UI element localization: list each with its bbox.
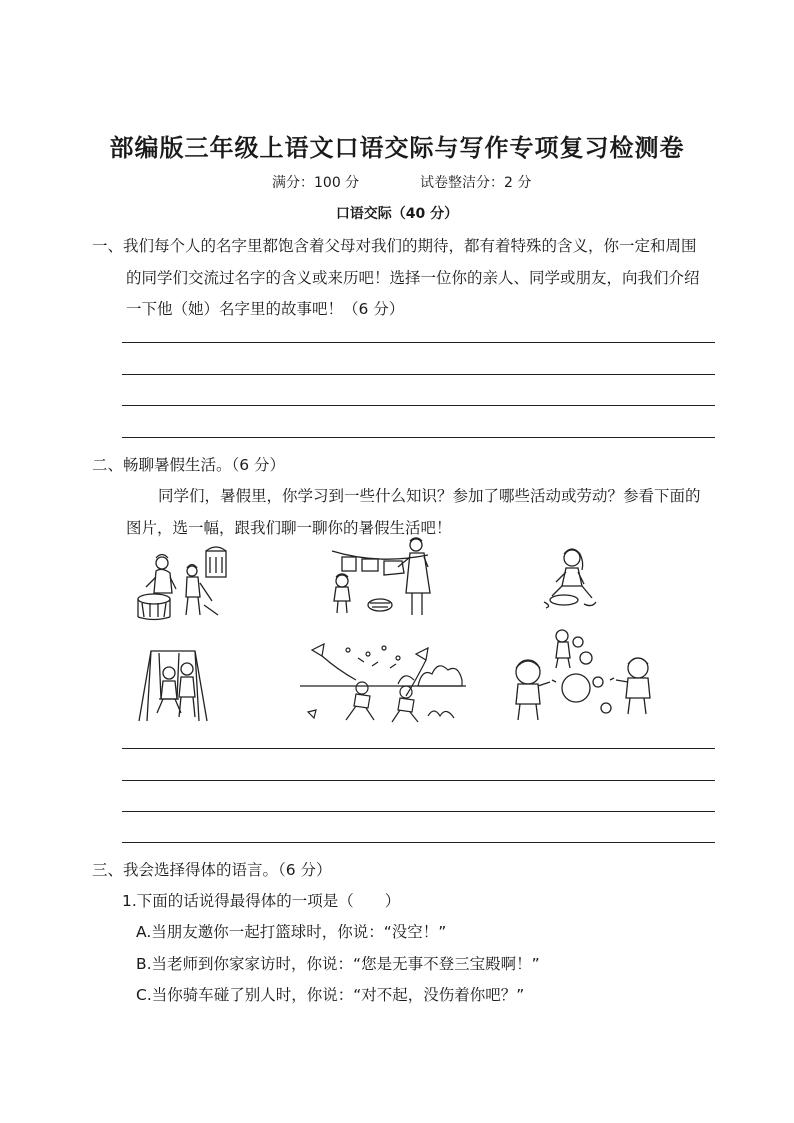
q3-option-a[interactable]: A.当朋友邀你一起打篮球时，你说：“没空！”	[136, 923, 447, 941]
q2-line-2: 图片，选一幅，跟我们聊一聊你的暑假生活吧！	[126, 519, 452, 537]
q1-line-2: 的同学们交流过名字的含义或来历吧！选择一位你的亲人、同学或朋友，向我们介绍	[126, 269, 700, 287]
kite-running-scene-image	[298, 640, 468, 724]
neatness-score-label: 试卷整洁分：2 分	[420, 175, 532, 191]
q2-answer-line-3[interactable]	[122, 811, 715, 812]
section-heading: 口语交际（40 分）	[335, 206, 459, 222]
q3-title: 三、我会选择得体的语言。（6 分）	[92, 861, 332, 879]
bubble-blowing-scene-image	[510, 628, 660, 724]
q1-answer-line-4[interactable]	[122, 437, 715, 438]
q2-answer-line-1[interactable]	[122, 748, 715, 749]
q2-line-1: 同学们，暑假里，你学习到一些什么知识？参加了哪些活动或劳动？参看下面的	[158, 487, 701, 505]
laundry-scene-image	[328, 537, 438, 619]
q1-answer-line-2[interactable]	[122, 374, 715, 375]
swing-scene-image	[133, 647, 213, 723]
q3-option-c[interactable]: C.当你骑车碰了别人时，你说：“对不起，没伤着你吧？”	[136, 986, 525, 1004]
q2-title: 二、畅聊暑假生活。（6 分）	[92, 456, 286, 474]
q1-answer-line-3[interactable]	[122, 405, 715, 406]
q1-answer-line-1[interactable]	[122, 342, 715, 343]
q1-line-1: 一、我们每个人的名字里都饱含着父母对我们的期待，都有着特殊的含义，你一定和周围	[92, 237, 697, 255]
q3-sub-question-1: 1.下面的话说得最得体的一项是（ ）	[122, 892, 401, 910]
q1-line-3: 一下他（她）名字里的故事吧！（6 分）	[126, 300, 405, 318]
cooking-scene-image	[132, 543, 232, 623]
page-title: 部编版三年级上语文口语交际与写作专项复习检测卷	[109, 133, 685, 162]
full-score-label: 满分：100 分	[272, 175, 360, 191]
girl-washing-scene-image	[538, 546, 600, 612]
q2-answer-line-4[interactable]	[122, 842, 715, 843]
q2-answer-line-2[interactable]	[122, 780, 715, 781]
q3-option-b[interactable]: B.当老师到你家家访时，你说：“您是无事不登三宝殿啊！”	[136, 955, 540, 973]
